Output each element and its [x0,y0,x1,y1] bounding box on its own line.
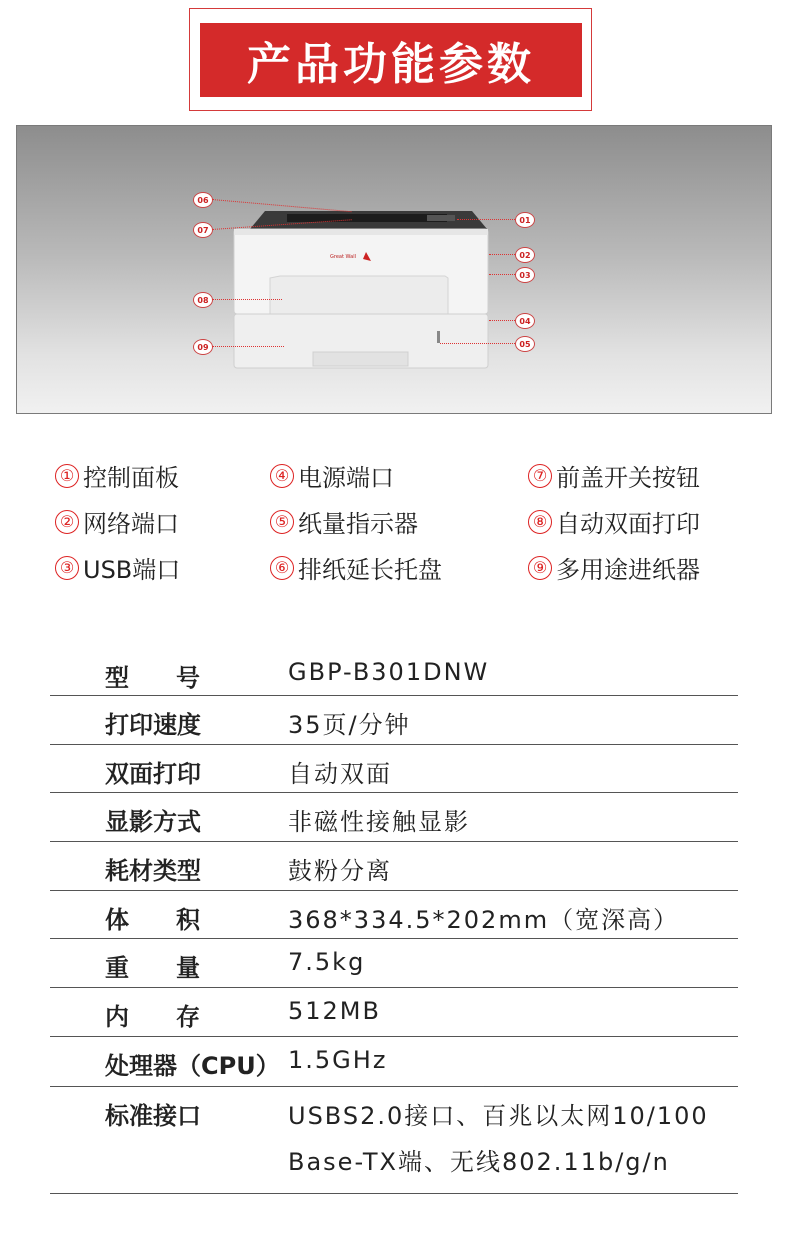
spec-value: 7.5kg [288,948,366,976]
feature-number: ⑨ [528,556,552,580]
title-banner [200,23,582,97]
table-row [50,890,738,939]
feature-2 [55,504,179,539]
spec-value: 自动双面 [288,760,392,788]
feature-label: USB端口 [83,556,181,584]
spec-value: 512MB [288,997,381,1025]
feature-label: 自动双面打印 [556,510,700,538]
spec-label: 标准接口 [105,1102,201,1130]
callout-08-line [212,299,282,300]
table-row [50,841,738,891]
spec-value-line2: Base-TX端、无线802.11b/g/n [288,1148,670,1176]
feature-7 [528,458,700,493]
spec-label: 耗材类型 [105,857,201,885]
page-title: 产品功能参数 [247,39,535,90]
feature-number: ② [55,510,79,534]
feature-8 [528,504,700,539]
callout-02-line [489,254,515,255]
callout-04: 04 [515,313,535,329]
spec-label: 处理器（CPU） [105,1052,280,1080]
table-row [50,650,738,696]
callout-05: 05 [515,336,535,352]
spec-value: 鼓粉分离 [288,857,392,885]
feature-number: ① [55,464,79,488]
feature-number: ④ [270,464,294,488]
feature-9 [528,550,700,585]
spec-value: 非磁性接触显影 [288,808,470,836]
spec-value: 1.5GHz [288,1046,388,1074]
feature-4 [270,458,394,493]
spec-value: 35页/分钟 [288,711,411,739]
printer-diagram [16,125,772,414]
feature-5 [270,504,418,539]
feature-6 [270,550,442,585]
table-row [50,744,738,793]
feature-number: ③ [55,556,79,580]
spec-label: 体积 [105,906,200,934]
callout-01: 01 [515,212,535,228]
feature-number: ⑤ [270,510,294,534]
callout-02: 02 [515,247,535,263]
spec-label: 打印速度 [105,711,201,739]
callout-08: 08 [193,292,213,308]
spec-label: 双面打印 [105,760,201,788]
spec-value: USBS2.0接口、百兆以太网10/100 [288,1102,709,1130]
callout-06: 06 [193,192,213,208]
feature-label: 网络端口 [83,510,179,538]
spec-label: 显影方式 [105,808,201,836]
feature-label: 电源端口 [298,464,394,492]
callout-09-line [212,346,284,347]
table-row [50,695,738,745]
brand-label: Great Wall [330,254,356,260]
callout-05-line [440,343,515,344]
table-row [50,938,738,988]
spec-label: 型号 [105,664,200,692]
callout-07: 07 [193,222,213,238]
callout-03-line [489,274,515,275]
table-row [50,1036,738,1087]
feature-label: 多用途进纸器 [556,556,700,584]
spec-value: 368*334.5*202mm（宽深高） [288,906,680,934]
feature-number: ⑦ [528,464,552,488]
spec-label: 重量 [105,954,200,982]
feature-label: 控制面板 [83,464,179,492]
feature-number: ⑥ [270,556,294,580]
feature-1 [55,458,179,493]
spec-label: 内存 [105,1003,200,1031]
feature-label: 纸量指示器 [298,510,418,538]
feature-3 [55,550,180,585]
callout-03: 03 [515,267,535,283]
callout-04-line [489,320,515,321]
feature-label: 排纸延长托盘 [298,556,442,584]
callout-01-line [457,219,515,220]
feature-label: 前盖开关按钮 [556,464,700,492]
callout-09: 09 [193,339,213,355]
feature-number: ⑧ [528,510,552,534]
table-row [50,1086,738,1194]
spec-value: GBP-B301DNW [288,658,490,686]
table-row [50,792,738,842]
printer-image [17,126,773,415]
table-row [50,987,738,1037]
